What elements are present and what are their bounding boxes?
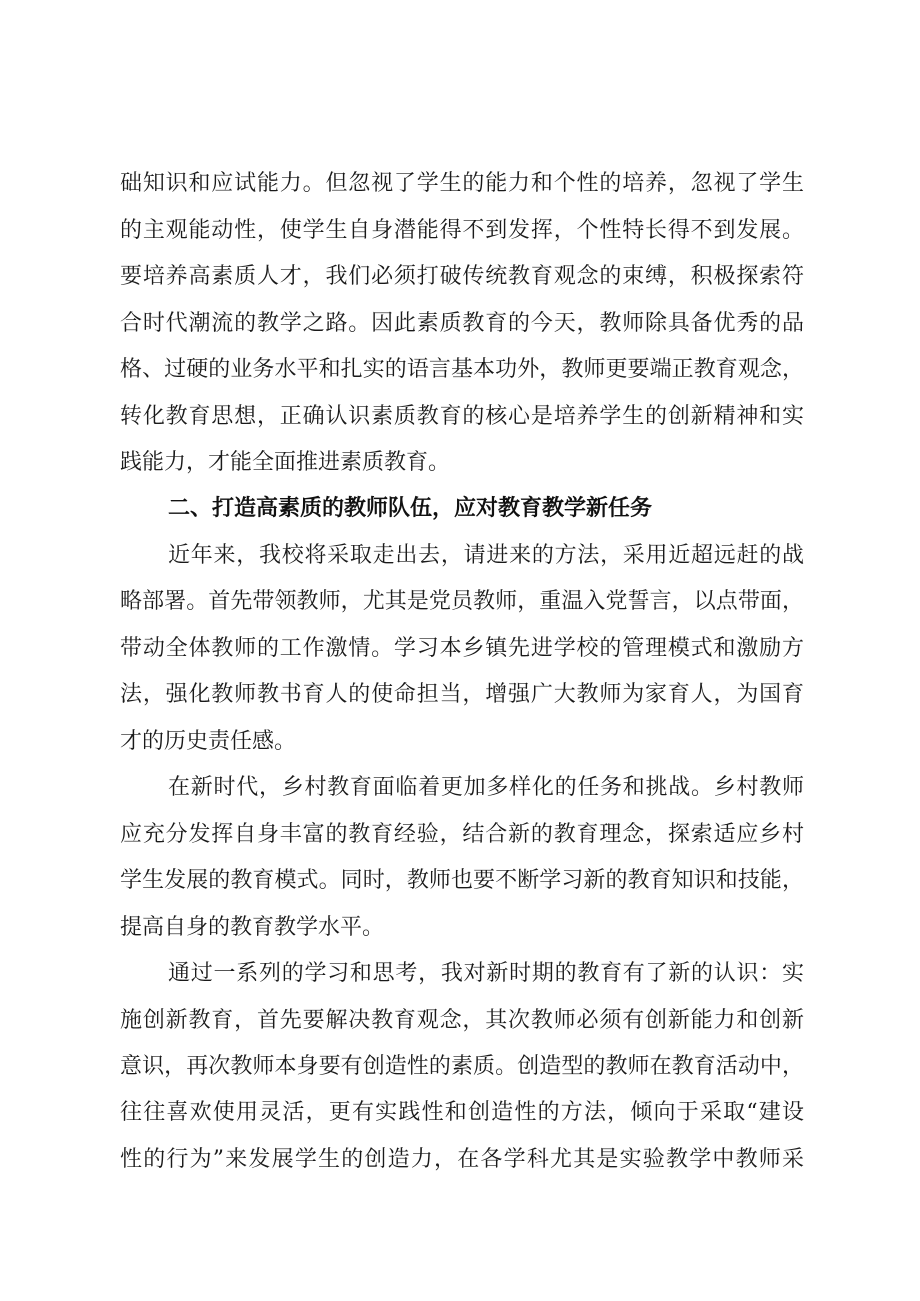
para1-line-6: 转化教育思想，正确认识素质教育的核心是培养学生的创新精神和实 (120, 404, 804, 429)
para4-line-5: 性的行为”来发展学生的创造力，在各学科尤其是实验教学中教师采 (120, 1147, 804, 1172)
para1-line-3: 要培养高素质人才，我们必须打破传统教育观念的束缚，积极探索符 (120, 264, 804, 289)
para4-line-4: 往往喜欢使用灵活，更有实践性和创造性的方法，倾向于采取“建设 (120, 1100, 804, 1125)
para3-line-2: 应充分发挥自身丰富的教育经验，结合新的教育理念，探索适应乡村 (120, 822, 804, 847)
para1-line-4: 合时代潮流的教学之路。因此素质教育的今天，教师除具备优秀的品 (120, 311, 804, 336)
para4-line-2: 施创新教育，首先要解决教育观念，其次教师必须有创新能力和创新 (120, 1008, 804, 1033)
para2-line-1: 近年来，我校将采取走出去，请进来的方法，采用近超远赶的战 (168, 543, 804, 568)
section-heading-2: 二、打造高素质的教师队伍，应对教育教学新任务 (168, 496, 653, 521)
para2-line-4: 法，强化教师教书育人的使命担当，增强广大教师为家育人，为国育 (120, 682, 804, 707)
para2-line-2: 略部署。首先带领教师，尤其是党员教师，重温入党誓言，以点带面， (120, 589, 804, 614)
para2-line-5: 才的历史责任感。 (120, 729, 297, 754)
para3-line-4: 提高自身的教育教学水平。 (120, 915, 385, 940)
para1-line-7: 践能力，才能全面推进素质教育。 (120, 450, 451, 475)
para4-line-3: 意识，再次教师本身要有创造性的素质。创造型的教师在教育活动中， (120, 1054, 804, 1079)
para3-line-3: 学生发展的教育模式。同时，教师也要不断学习新的教育知识和技能， (120, 868, 804, 893)
para3-line-1: 在新时代，乡村教育面临着更加多样化的任务和挑战。乡村教师 (168, 775, 804, 800)
para2-line-3: 带动全体教师的工作激情。学习本乡镇先进学校的管理模式和激励方 (120, 636, 804, 661)
para1-line-1: 础知识和应试能力。但忽视了学生的能力和个性的培养，忽视了学生 (120, 171, 804, 196)
para1-line-5: 格、过硬的业务水平和扎实的语言基本功外，教师更要端正教育观念， (120, 357, 804, 382)
para1-line-2: 的主观能动性，使学生自身潜能得不到发挥，个性特长得不到发展。 (120, 218, 804, 243)
para4-line-1: 通过一系列的学习和思考，我对新时期的教育有了新的认识：实 (168, 961, 804, 986)
